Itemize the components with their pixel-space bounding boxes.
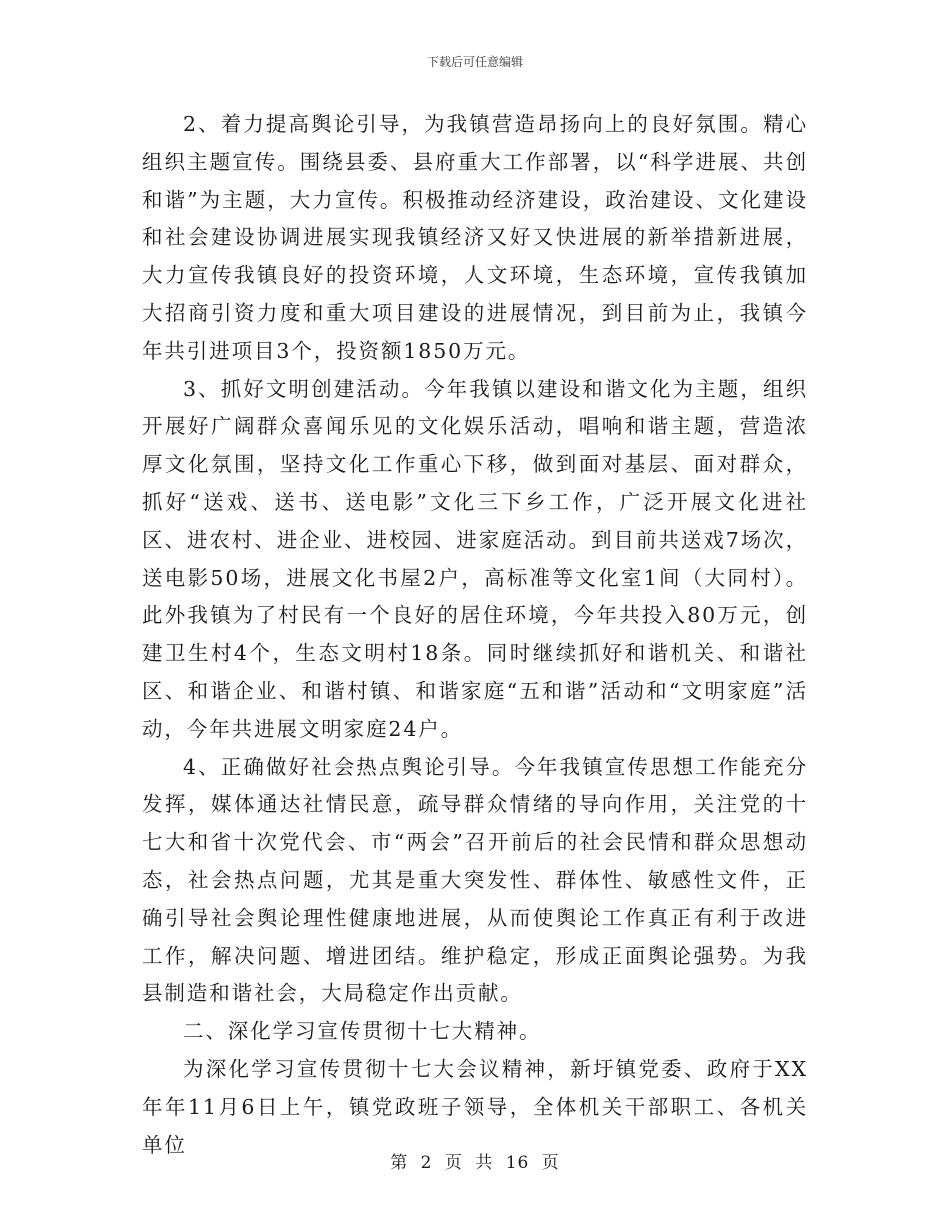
paragraph-study-meeting: 为深化学习宣传贯彻十七大会议精神，新圩镇党委、政府于XX年年11月6日上午，镇党政班子领导，全体机关干部职工、各机关单位 <box>142 1056 808 1157</box>
footer-sep: 共 <box>475 1153 494 1173</box>
footer-prefix: 第 <box>390 1153 409 1173</box>
page-header-note: 下载后可任意编辑 <box>426 55 523 69</box>
document-body <box>142 106 808 1164</box>
current-page-number: 2 <box>420 1153 433 1173</box>
paragraph-media-guidance: 2、着力提高舆论引导，为我镇营造昂扬向上的良好氛围。精心组织主题宣传。围绕县委、县府重大工作部署，以“科学进展、共创和谐”为主题，大力宣传。积极推动经济建设，政治建设、文化建设和社会建设协调进展实现我镇经济又好又快进展的新举措新进展，大力宣传我镇良好的投资环境，人文环境，生态环境，宣传我镇加大招商引资力度和重大项目建设的进展情况，到目前为止，我镇今年共引进项目3个，投资额1850万元。 <box>142 112 808 363</box>
footer-suffix: 页 <box>541 1153 560 1173</box>
section-heading: 二、深化学习宣传贯彻十七大精神。 <box>183 1019 542 1044</box>
footer-middle: 页 <box>444 1153 463 1173</box>
paragraph-hot-topics: 4、正确做好社会热点舆论引导。今年我镇宣传思想工作能充分发挥，媒体通达社情民意，疏导群众情绪的导向作用，关注党的十七大和省十次党代会、市“两会”召开前后的社会民情和群众思想动态，社会热点问题，尤其是重大突发性、群体性、敏感性文件，正确引导社会舆论理性健康地进展，从而使舆论工作真正有利于改进工作，解决问题、增进团结。维护稳定，形成正面舆论强势。为我县制造和谐社会，大局稳定作出贡献。 <box>142 754 808 1006</box>
page-footer <box>0 1152 950 1174</box>
paragraph-civilization-campaign: 3、抓好文明创建活动。今年我镇以建设和谐文化为主题，组织开展好广阔群众喜闻乐见的文化娱乐活动，唱响和谐主题，营造浓厚文化氛围，坚持文化工作重心下移，做到面对基层、面对群众，抓好“送戏、送书、送电影”文化三下乡工作，广泛开展文化进社区、进农村、进企业、进校园、进家庭活动。到目前共送戏7场次，送电影50场，进展文化书屋2户，高标准等文化室1间（大同村）。此外我镇为了村民有一个良好的居住环境，今年共投入80万元，创建卫生村4个，生态文明村18条。同时继续抓好和谐机关、和谐社区、和谐企业、和谐村镇、和谐家庭“五和谐”活动和“文明家庭”活动，今年共进展文明家庭24户。 <box>142 376 808 741</box>
total-page-count: 16 <box>505 1153 530 1173</box>
